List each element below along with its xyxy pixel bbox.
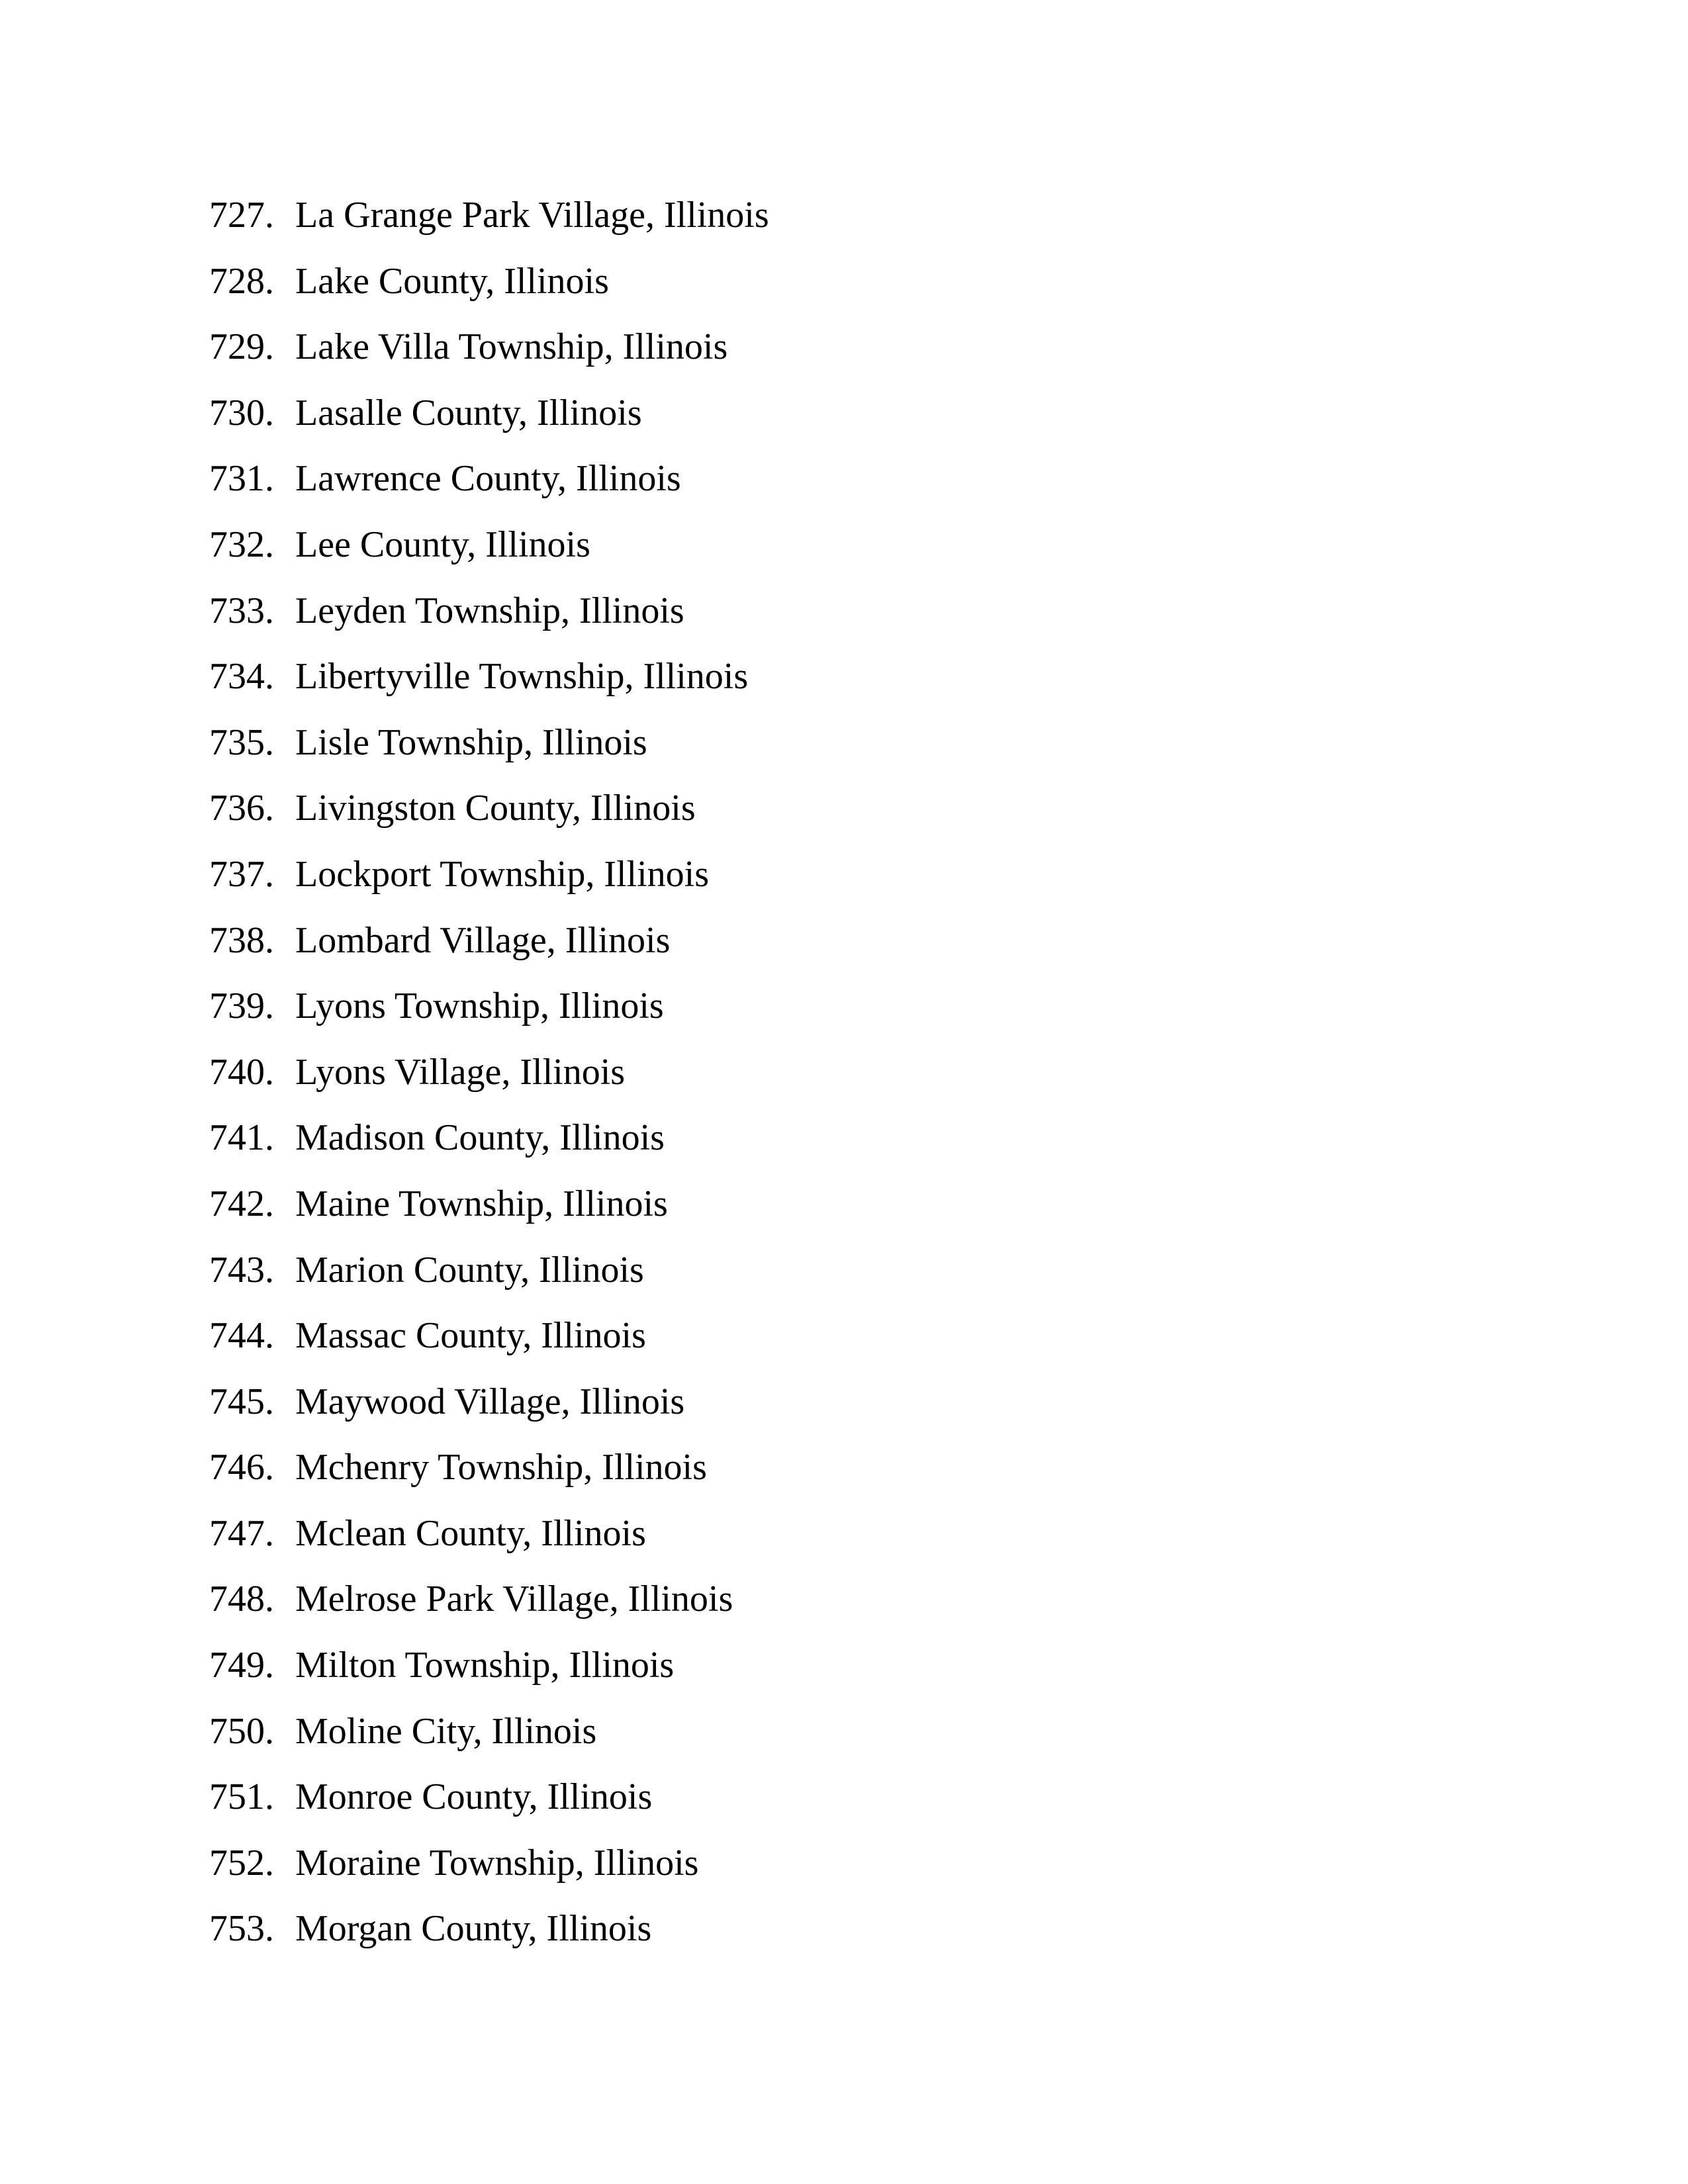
item-number: 728.: [209, 260, 274, 302]
item-name: Leyden Township, Illinois: [295, 590, 684, 631]
item-number: 734.: [209, 656, 274, 698]
item-number: 751.: [209, 1776, 274, 1818]
item-number: 737.: [209, 853, 274, 895]
item-name: Lake County, Illinois: [295, 260, 609, 302]
item-name: Lisle Township, Illinois: [295, 721, 647, 763]
item-name: Lockport Township, Illinois: [295, 853, 710, 895]
item-number: 738.: [209, 919, 274, 961]
item-number: 733.: [209, 590, 274, 631]
item-name: Mchenry Township, Illinois: [295, 1447, 707, 1488]
item-number: 735.: [209, 721, 274, 763]
item-name: Lyons Township, Illinois: [295, 985, 664, 1027]
item-number: 745.: [209, 1381, 274, 1422]
item-name: Melrose Park Village, Illinois: [295, 1578, 733, 1620]
item-name: Marion County, Illinois: [295, 1249, 644, 1291]
item-name: Moraine Township, Illinois: [295, 1842, 699, 1884]
item-name: Lee County, Illinois: [295, 523, 590, 565]
item-number: 748.: [209, 1578, 274, 1620]
item-number: 743.: [209, 1249, 274, 1291]
item-number: 750.: [209, 1710, 274, 1752]
item-number: 752.: [209, 1842, 274, 1884]
item-number: 753.: [209, 1908, 274, 1950]
item-number: 747.: [209, 1512, 274, 1554]
item-name: Moline City, Illinois: [295, 1710, 597, 1752]
item-number: 736.: [209, 788, 274, 829]
item-number: 749.: [209, 1645, 274, 1686]
item-number: 740.: [209, 1051, 274, 1093]
item-name: Morgan County, Illinois: [295, 1908, 652, 1950]
item-name: Madison County, Illinois: [295, 1117, 665, 1159]
item-number: 746.: [209, 1447, 274, 1488]
item-name: Milton Township, Illinois: [295, 1645, 675, 1686]
item-name: Lake Villa Township, Illinois: [295, 326, 728, 368]
item-name: Livingston County, Illinois: [295, 788, 696, 829]
item-name: Maine Township, Illinois: [295, 1183, 668, 1224]
item-name: Lombard Village, Illinois: [295, 919, 671, 961]
item-name: Lasalle County, Illinois: [295, 392, 642, 433]
item-number: 732.: [209, 523, 274, 565]
item-number: 729.: [209, 326, 274, 368]
item-number: 731.: [209, 458, 274, 500]
item-name: Massac County, Illinois: [295, 1315, 646, 1357]
item-name: Maywood Village, Illinois: [295, 1381, 685, 1422]
item-number: 741.: [209, 1117, 274, 1159]
item-name: Mclean County, Illinois: [295, 1512, 646, 1554]
item-number: 727.: [209, 195, 274, 236]
item-number: 739.: [209, 985, 274, 1027]
item-name: La Grange Park Village, Illinois: [295, 195, 769, 236]
item-number: 742.: [209, 1183, 274, 1224]
item-name: Lyons Village, Illinois: [295, 1051, 626, 1093]
item-name: Libertyville Township, Illinois: [295, 656, 749, 698]
item-name: Monroe County, Illinois: [295, 1776, 653, 1818]
item-number: 730.: [209, 392, 274, 433]
item-name: Lawrence County, Illinois: [295, 458, 681, 500]
item-number: 744.: [209, 1315, 274, 1357]
